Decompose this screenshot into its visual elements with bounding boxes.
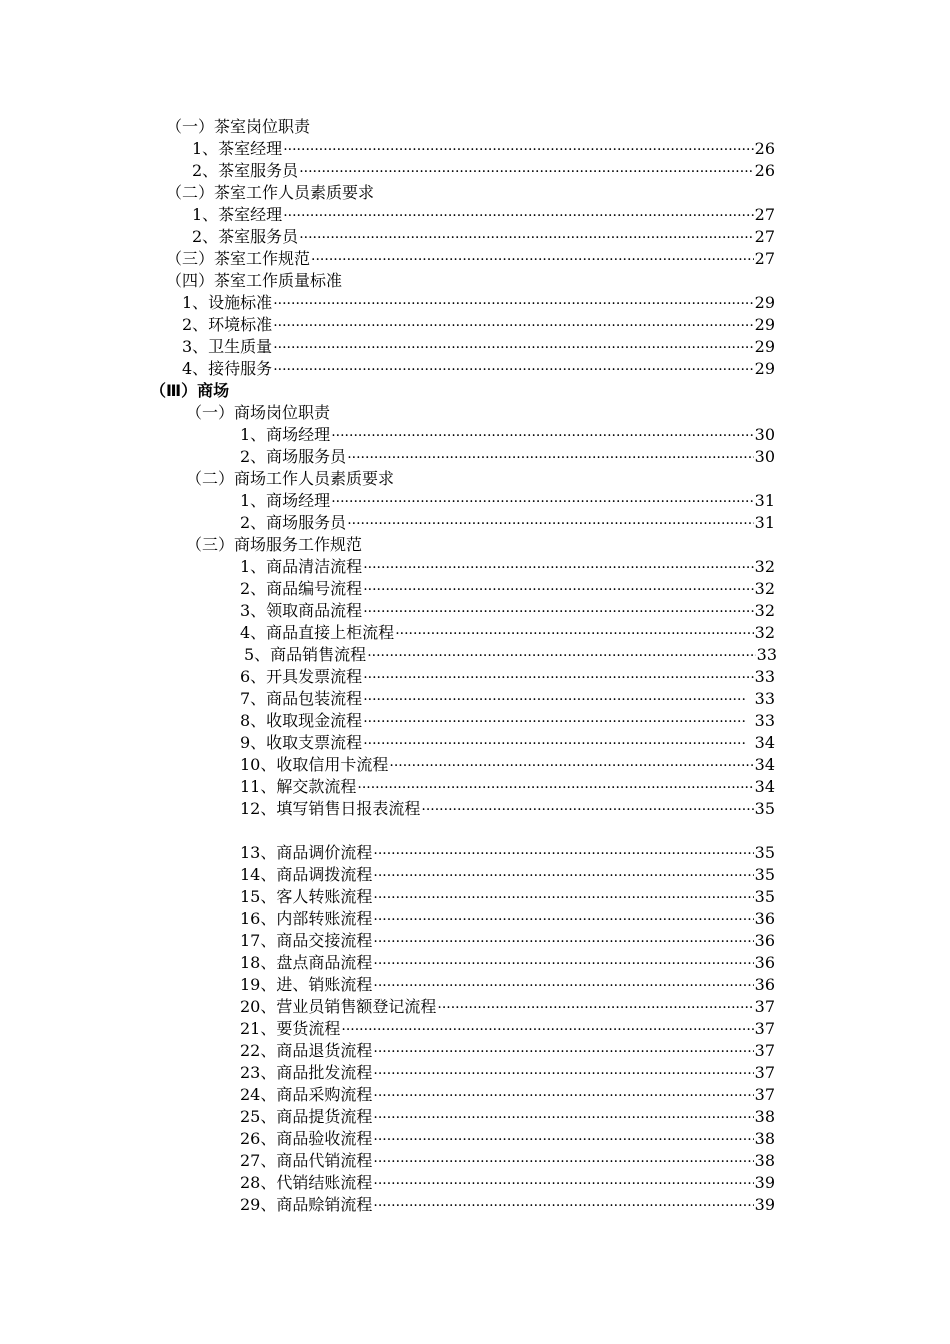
- toc-page-number: 37: [754, 1041, 775, 1060]
- toc-entry-label: 15、客人转账流程: [240, 887, 373, 906]
- toc-entry[interactable]: [240, 446, 775, 468]
- toc-entry-label: 23、商品批发流程: [240, 1063, 373, 1082]
- toc-entry[interactable]: [166, 248, 775, 270]
- toc-page-number: 32: [754, 579, 775, 598]
- toc-leader-dots: [363, 557, 753, 579]
- toc-entry-label: 4、商品直接上柜流程: [240, 623, 395, 642]
- toc-leader-dots: [437, 997, 753, 1019]
- toc-leader-dots: [363, 733, 746, 755]
- toc-page-number: 26: [754, 139, 775, 158]
- toc-leader-dots: [273, 337, 753, 359]
- toc-leader-dots: [283, 205, 753, 227]
- toc-page-number: 35: [754, 887, 775, 906]
- toc-entry[interactable]: [240, 1172, 775, 1194]
- toc-page-number: 38: [754, 1129, 775, 1148]
- toc-entry-label: 24、商品采购流程: [240, 1085, 373, 1104]
- toc-leader-dots: [373, 887, 753, 909]
- toc-leader-dots: [273, 359, 753, 381]
- toc-page-number: 34: [754, 755, 775, 774]
- toc-entry[interactable]: [240, 710, 775, 732]
- toc-heading-tearoom-duties[interactable]: （一）茶室岗位职责: [166, 117, 311, 136]
- toc-entry[interactable]: [182, 336, 775, 358]
- toc-page-number: 36: [754, 931, 775, 950]
- toc-entry[interactable]: [240, 1106, 775, 1128]
- toc-entry[interactable]: [240, 798, 775, 820]
- toc-leader-dots: [373, 1173, 753, 1195]
- toc-entry[interactable]: [240, 1040, 775, 1062]
- toc-page-number: 31: [754, 491, 775, 510]
- toc-leader-dots: [347, 447, 753, 469]
- toc-entry-label: 2、茶室服务员: [192, 161, 299, 180]
- toc-heading-mall-duties[interactable]: （一）商场岗位职责: [186, 403, 331, 422]
- toc-leader-dots: [341, 1019, 753, 1041]
- toc-entry[interactable]: [240, 600, 775, 622]
- toc-leader-dots: [373, 931, 753, 953]
- toc-page-number: 35: [754, 865, 775, 884]
- toc-entry[interactable]: [244, 644, 777, 666]
- toc-entry-label: 13、商品调价流程: [240, 843, 373, 862]
- toc-page-number: 35: [754, 799, 775, 818]
- toc-entry-label: 29、商品赊销流程: [240, 1195, 373, 1214]
- toc-entry-label: 1、商品清洁流程: [240, 557, 363, 576]
- toc-entry[interactable]: [182, 314, 775, 336]
- toc-entry[interactable]: [240, 842, 775, 864]
- toc-entry-label: 22、商品退货流程: [240, 1041, 373, 1060]
- toc-entry[interactable]: [240, 666, 775, 688]
- toc-entry-label: 1、商场经理: [240, 491, 331, 510]
- toc-entry-label: 7、商品包装流程: [240, 689, 363, 708]
- toc-entry-label: 1、设施标准: [182, 293, 273, 312]
- toc-page-number: 36: [754, 975, 775, 994]
- toc-entry[interactable]: [240, 622, 775, 644]
- toc-leader-dots: [299, 227, 753, 249]
- toc-entry-label: 2、茶室服务员: [192, 227, 299, 246]
- toc-page-number: 37: [754, 1063, 775, 1082]
- toc-page-number: 33: [754, 711, 775, 730]
- toc-page-number: 32: [754, 623, 775, 642]
- toc-entry[interactable]: [182, 292, 775, 314]
- toc-heading-tearoom-standards[interactable]: （四）茶室工作质量标准: [166, 271, 343, 290]
- toc-leader-dots: [373, 1129, 753, 1151]
- toc-leader-dots: [273, 293, 753, 315]
- toc-entry[interactable]: [240, 732, 775, 754]
- toc-page-number: 33: [754, 689, 775, 708]
- toc-entry[interactable]: [240, 688, 775, 710]
- toc-page-number: 29: [754, 337, 775, 356]
- toc-entry-label: 26、商品验收流程: [240, 1129, 373, 1148]
- toc-page-number: 33: [754, 667, 775, 686]
- toc-page-number: 27: [754, 227, 775, 246]
- toc-leader-dots: [331, 491, 753, 513]
- toc-entry[interactable]: [240, 578, 775, 600]
- toc-entry[interactable]: [240, 1018, 775, 1040]
- toc-entry[interactable]: [240, 512, 775, 534]
- toc-page-number: 37: [754, 1019, 775, 1038]
- toc-entry-label: 19、进、销账流程: [240, 975, 373, 994]
- toc-page-number: 37: [754, 1085, 775, 1104]
- toc-leader-dots: [395, 623, 753, 645]
- toc-entry-label: 14、商品调拨流程: [240, 865, 373, 884]
- toc-entry-label: 17、商品交接流程: [240, 931, 373, 950]
- toc-entry-label: 27、商品代销流程: [240, 1151, 373, 1170]
- toc-leader-dots: [421, 799, 753, 821]
- toc-entry[interactable]: [240, 1150, 775, 1172]
- toc-entry-label: 5、商品销售流程: [244, 645, 367, 664]
- toc-leader-dots: [363, 579, 753, 601]
- toc-heading-mall-procedures[interactable]: （三）商场服务工作规范: [186, 535, 363, 554]
- toc-leader-dots: [283, 139, 753, 161]
- toc-leader-dots: [373, 1151, 753, 1173]
- toc-entry-label: 16、内部转账流程: [240, 909, 373, 928]
- toc-page-number: 32: [754, 601, 775, 620]
- toc-entry-label: 1、茶室经理: [192, 205, 283, 224]
- toc-entry-label: 28、代销结账流程: [240, 1173, 373, 1192]
- toc-entry-label: 18、盘点商品流程: [240, 953, 373, 972]
- toc-entry-label: 11、解交款流程: [240, 777, 357, 796]
- toc-entry[interactable]: [192, 160, 775, 182]
- toc-entry[interactable]: [240, 424, 775, 446]
- toc-page-number: 34: [754, 733, 775, 752]
- toc-page-number: 39: [754, 1173, 775, 1192]
- toc-leader-dots: [373, 909, 753, 931]
- toc-entry-label: 21、要货流程: [240, 1019, 341, 1038]
- toc-leader-dots: [373, 953, 753, 975]
- toc-entry[interactable]: [240, 754, 775, 776]
- toc-entry[interactable]: [240, 490, 775, 512]
- toc-page-number: 30: [754, 447, 775, 466]
- toc-entry[interactable]: [240, 1084, 775, 1106]
- toc-entry-label: 12、填写销售日报表流程: [240, 799, 421, 818]
- toc-entry[interactable]: [240, 1128, 775, 1150]
- toc-entry-label: 1、茶室经理: [192, 139, 283, 158]
- toc-page-number: 37: [754, 997, 775, 1016]
- toc-heading-mall[interactable]: （Ⅲ）商场: [150, 381, 230, 400]
- toc-entry[interactable]: [240, 864, 775, 886]
- toc-entry-label: 3、卫生质量: [182, 337, 273, 356]
- toc-leader-dots: [363, 601, 753, 623]
- toc-page-number: 31: [754, 513, 775, 532]
- toc-entry[interactable]: [240, 930, 775, 952]
- toc-entry-label: 6、开具发票流程: [240, 667, 363, 686]
- toc-entry[interactable]: [240, 886, 775, 908]
- toc-page-number: 38: [754, 1151, 775, 1170]
- toc-entry-label: 4、接待服务: [182, 359, 273, 378]
- toc-leader-dots: [347, 513, 753, 535]
- toc-entry-label: 2、商品编号流程: [240, 579, 363, 598]
- toc-leader-dots: [373, 1063, 753, 1085]
- toc-entry[interactable]: [192, 204, 775, 226]
- toc-entry-label: 25、商品提货流程: [240, 1107, 373, 1126]
- toc-entry[interactable]: [192, 226, 775, 248]
- toc-entry[interactable]: [182, 358, 775, 380]
- toc-page-number: 33: [756, 645, 777, 664]
- toc-page-number: 29: [754, 293, 775, 312]
- toc-entry-label: 9、收取支票流程: [240, 733, 363, 752]
- toc-page-number: 29: [754, 359, 775, 378]
- toc-leader-dots: [373, 1085, 753, 1107]
- toc-leader-dots: [373, 1107, 753, 1129]
- toc-page-number: 26: [754, 161, 775, 180]
- toc-heading-tearoom-quality[interactable]: （二）茶室工作人员素质要求: [166, 183, 375, 202]
- toc-entry-label: 8、收取现金流程: [240, 711, 363, 730]
- toc-leader-dots: [373, 1041, 753, 1063]
- toc-leader-dots: [373, 865, 753, 887]
- toc-entry-label: 1、商场经理: [240, 425, 331, 444]
- toc-leader-dots: [363, 667, 753, 689]
- toc-entry[interactable]: [240, 1062, 775, 1084]
- toc-leader-dots: [331, 425, 753, 447]
- toc-leader-dots: [367, 645, 755, 667]
- toc-entry-label: 2、商场服务员: [240, 447, 347, 466]
- toc-page-number: 36: [754, 909, 775, 928]
- toc-heading-mall-quality[interactable]: （二）商场工作人员素质要求: [186, 469, 395, 488]
- toc-page-number: 34: [754, 777, 775, 796]
- toc-entry-label: 2、环境标准: [182, 315, 273, 334]
- toc-entry-label: （三）茶室工作规范: [166, 249, 311, 268]
- toc-entry[interactable]: [240, 1194, 775, 1216]
- toc-page-number: 36: [754, 953, 775, 972]
- toc-leader-dots: [373, 843, 753, 865]
- toc-entry-label: 10、收取信用卡流程: [240, 755, 389, 774]
- toc-leader-dots: [363, 689, 746, 711]
- toc-page-number: 32: [754, 557, 775, 576]
- toc-entry[interactable]: [240, 908, 775, 930]
- toc-page-number: 35: [754, 843, 775, 862]
- toc-entry[interactable]: [240, 556, 775, 578]
- toc-leader-dots: [363, 711, 746, 733]
- toc-entry-label: 3、领取商品流程: [240, 601, 363, 620]
- toc-page-number: 38: [754, 1107, 775, 1126]
- toc-entry[interactable]: [240, 776, 775, 798]
- toc-entry[interactable]: [240, 952, 775, 974]
- toc-entry[interactable]: [192, 138, 775, 160]
- toc-page-number: 27: [754, 205, 775, 224]
- toc-page-number: 29: [754, 315, 775, 334]
- toc-leader-dots: [373, 975, 753, 997]
- toc-leader-dots: [311, 249, 754, 271]
- toc-entry[interactable]: [240, 974, 775, 996]
- toc-page-number: 27: [754, 249, 775, 268]
- toc-leader-dots: [389, 755, 753, 777]
- toc-page-number: 30: [754, 425, 775, 444]
- toc-entry-label: 2、商场服务员: [240, 513, 347, 532]
- toc-leader-dots: [299, 161, 753, 183]
- toc-page-number: 39: [754, 1195, 775, 1214]
- toc-entry[interactable]: [240, 996, 775, 1018]
- toc-leader-dots: [357, 777, 753, 799]
- toc-leader-dots: [373, 1195, 753, 1217]
- toc-entry-label: 20、营业员销售额登记流程: [240, 997, 437, 1016]
- toc-leader-dots: [273, 315, 753, 337]
